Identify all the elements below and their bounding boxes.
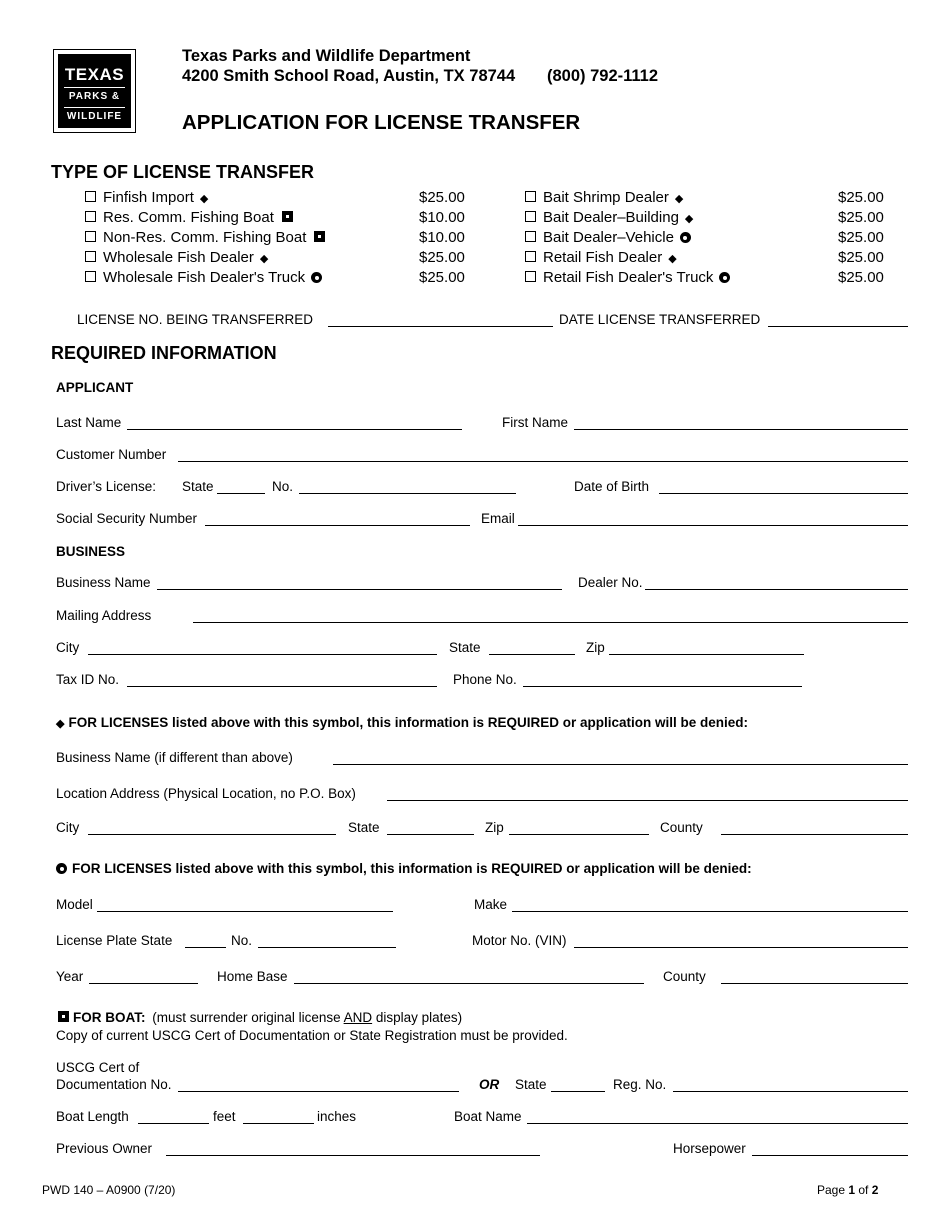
dealer-no-label: Dealer No. xyxy=(578,575,643,590)
inches-label: inches xyxy=(317,1109,357,1124)
business-name-field[interactable] xyxy=(157,589,562,590)
diamond-symbol-icon: ◆ xyxy=(674,193,684,205)
first-name-field[interactable] xyxy=(574,429,908,430)
last-name-field[interactable] xyxy=(127,429,462,430)
license-option[interactable] xyxy=(85,209,293,226)
location-address-field[interactable] xyxy=(387,800,908,801)
circle-symbol-icon xyxy=(311,272,322,283)
plate-no-label: No. xyxy=(231,933,253,948)
dl-state-field[interactable] xyxy=(217,493,265,494)
license-checkbox[interactable] xyxy=(525,231,536,242)
business-state-label: State xyxy=(449,640,481,655)
tax-id-label: Tax ID No. xyxy=(56,672,120,687)
form-id: PWD 140 – A0900 (7/20) xyxy=(42,1183,176,1197)
business-heading: BUSINESS xyxy=(56,544,126,559)
license-option-label: Finfish Import xyxy=(103,189,194,206)
license-checkbox[interactable] xyxy=(85,231,96,242)
boat-note-a: (must surrender original license xyxy=(152,1010,344,1025)
license-checkbox[interactable] xyxy=(85,211,96,222)
dob-field[interactable] xyxy=(659,493,908,494)
business-state-field[interactable] xyxy=(489,654,575,655)
license-option[interactable] xyxy=(85,229,325,246)
horsepower-label: Horsepower xyxy=(673,1141,746,1156)
reg-state-label: State xyxy=(515,1077,547,1092)
business-zip-label: Zip xyxy=(586,640,605,655)
circle-note-text: FOR LICENSES listed above with this symbol, this information is REQUIRED or application will be denied: xyxy=(72,861,752,876)
license-checkbox[interactable] xyxy=(525,271,536,282)
license-option-label: Bait Dealer–Vehicle xyxy=(543,229,674,246)
last-name-label: Last Name xyxy=(56,415,122,430)
location-zip-label: Zip xyxy=(485,820,504,835)
uscg-label-line2: Documentation No. xyxy=(56,1077,172,1092)
plate-state-field[interactable] xyxy=(185,947,226,948)
uscg-label-line1: USCG Cert of xyxy=(56,1060,140,1075)
license-checkbox[interactable] xyxy=(525,211,536,222)
date-transferred-field[interactable] xyxy=(768,326,908,327)
plate-no-field[interactable] xyxy=(258,947,396,948)
diamond-symbol-icon: ◆ xyxy=(56,718,65,730)
circle-symbol-icon xyxy=(680,232,691,243)
license-option-label: Wholesale Fish Dealer xyxy=(103,249,254,266)
license-checkbox[interactable] xyxy=(525,191,536,202)
boat-length-label: Boat Length xyxy=(56,1109,129,1124)
license-fee: $25.00 xyxy=(838,189,884,206)
circle-symbol-icon xyxy=(56,863,67,874)
year-field[interactable] xyxy=(89,983,198,984)
square-symbol-icon xyxy=(314,231,325,242)
motor-vin-field[interactable] xyxy=(574,947,908,948)
agency-address: 4200 Smith School Road, Austin, TX 78744 xyxy=(182,67,516,85)
license-option-label: Res. Comm. Fishing Boat xyxy=(103,209,274,226)
license-fee: $25.00 xyxy=(838,229,884,246)
square-symbol-icon xyxy=(282,211,293,222)
drivers-license-label: Driver’s License: xyxy=(56,479,157,494)
required-info-heading: REQUIRED INFORMATION xyxy=(51,343,277,363)
page-prefix: Page xyxy=(817,1183,849,1197)
license-no-label: LICENSE NO. BEING TRANSFERRED xyxy=(77,312,314,327)
location-state-field[interactable] xyxy=(387,834,474,835)
alt-business-name-label: Business Name (if different than above) xyxy=(56,750,293,765)
license-checkbox[interactable] xyxy=(85,191,96,202)
diamond-symbol-icon: ◆ xyxy=(684,213,694,225)
page-indicator xyxy=(817,1183,878,1197)
license-option[interactable] xyxy=(525,269,730,286)
diamond-note xyxy=(56,715,748,730)
dob-label: Date of Birth xyxy=(574,479,650,494)
license-option-label: Bait Dealer–Building xyxy=(543,209,679,226)
tpwd-logo xyxy=(53,49,136,133)
business-city-field[interactable] xyxy=(88,654,437,655)
page-total: 2 xyxy=(871,1183,879,1197)
license-fee: $25.00 xyxy=(838,269,884,286)
diamond-symbol-icon: ◆ xyxy=(199,193,209,205)
license-option[interactable] xyxy=(525,229,691,246)
logo-text-parks: PARKS & xyxy=(68,91,121,102)
license-fee: $25.00 xyxy=(838,249,884,266)
feet-label: feet xyxy=(213,1109,236,1124)
email-label: Email xyxy=(481,511,515,526)
or-label: OR xyxy=(479,1077,500,1092)
dl-no-field[interactable] xyxy=(299,493,516,494)
diamond-note-text: FOR LICENSES listed above with this symbol, this information is REQUIRED or application will be denied: xyxy=(68,715,749,730)
reg-no-label: Reg. No. xyxy=(613,1077,667,1092)
page-number: 1 xyxy=(848,1183,856,1197)
dl-no-label: No. xyxy=(272,479,294,494)
email-field[interactable] xyxy=(518,525,908,526)
mailing-address-field[interactable] xyxy=(193,622,908,623)
logo-text-texas: TEXAS xyxy=(64,65,125,84)
license-fee: $25.00 xyxy=(419,249,465,266)
customer-number-field[interactable] xyxy=(178,461,908,462)
license-no-field[interactable] xyxy=(328,326,553,327)
diamond-symbol-icon: ◆ xyxy=(668,253,677,265)
first-name-label: First Name xyxy=(502,415,569,430)
license-fee: $10.00 xyxy=(419,209,465,226)
mailing-address-label: Mailing Address xyxy=(56,608,152,623)
license-checkbox[interactable] xyxy=(85,251,96,262)
ssn-label: Social Security Number xyxy=(56,511,198,526)
date-transferred-label: DATE LICENSE TRANSFERRED xyxy=(559,312,761,327)
home-base-field[interactable] xyxy=(294,983,644,984)
model-label: Model xyxy=(56,897,93,912)
license-option-label: Retail Fish Dealer's Truck xyxy=(543,269,714,286)
form-title: APPLICATION FOR LICENSE TRANSFER xyxy=(182,111,581,134)
business-zip-field[interactable] xyxy=(609,654,804,655)
license-option[interactable] xyxy=(525,189,683,206)
year-label: Year xyxy=(56,969,84,984)
circle-symbol-icon xyxy=(719,272,730,283)
license-option[interactable] xyxy=(85,189,208,206)
boat-note xyxy=(56,1010,462,1025)
business-city-label: City xyxy=(56,640,80,655)
location-state-label: State xyxy=(348,820,380,835)
license-option[interactable] xyxy=(525,249,677,266)
location-county-label: County xyxy=(660,820,703,835)
location-zip-field[interactable] xyxy=(509,834,649,835)
motor-vin-label: Motor No. (VIN) xyxy=(472,933,567,948)
license-option-label: Wholesale Fish Dealer's Truck xyxy=(103,269,306,286)
boat-note-bold: FOR BOAT: xyxy=(73,1010,146,1025)
license-fee: $25.00 xyxy=(419,189,465,206)
dl-state-label: State xyxy=(182,479,214,494)
boat-length-inches-field[interactable] xyxy=(243,1123,314,1124)
make-label: Make xyxy=(474,897,508,912)
boat-name-field[interactable] xyxy=(527,1123,908,1124)
vehicle-county-field[interactable] xyxy=(721,983,908,984)
agency-name: Texas Parks and Wildlife Department xyxy=(182,47,471,65)
boat-length-feet-field[interactable] xyxy=(138,1123,209,1124)
reg-no-field[interactable] xyxy=(673,1091,908,1092)
location-city-field[interactable] xyxy=(88,834,336,835)
license-fee: $10.00 xyxy=(419,229,465,246)
uscg-doc-field[interactable] xyxy=(178,1091,459,1092)
license-fee: $25.00 xyxy=(419,269,465,286)
tax-id-field[interactable] xyxy=(127,686,437,687)
home-base-label: Home Base xyxy=(217,969,288,984)
logo-text-wildlife: WILDLIFE xyxy=(66,111,123,122)
alt-business-name-field[interactable] xyxy=(333,764,908,765)
agency-phone: (800) 792-1112 xyxy=(547,67,659,85)
license-option-label: Bait Shrimp Dealer xyxy=(543,189,669,206)
boat-note-and: AND xyxy=(343,1010,373,1025)
page-of: of xyxy=(855,1183,872,1197)
vehicle-county-label: County xyxy=(663,969,706,984)
model-field[interactable] xyxy=(97,911,393,912)
location-county-field[interactable] xyxy=(721,834,908,835)
plate-state-label: License Plate State xyxy=(56,933,173,948)
license-option-label: Non-Res. Comm. Fishing Boat xyxy=(103,229,307,246)
license-option[interactable] xyxy=(85,249,268,266)
license-checkbox[interactable] xyxy=(85,271,96,282)
license-option-label: Retail Fish Dealer xyxy=(543,249,663,266)
location-city-label: City xyxy=(56,820,80,835)
license-fee: $25.00 xyxy=(838,209,884,226)
dealer-no-field[interactable] xyxy=(645,589,908,590)
boat-note-b: display plates) xyxy=(372,1010,463,1025)
previous-owner-field[interactable] xyxy=(166,1155,540,1156)
square-symbol-icon xyxy=(58,1011,69,1022)
make-field[interactable] xyxy=(512,911,908,912)
phone-field[interactable] xyxy=(523,686,802,687)
phone-label: Phone No. xyxy=(453,672,517,687)
previous-owner-label: Previous Owner xyxy=(56,1141,153,1156)
license-checkbox[interactable] xyxy=(525,251,536,262)
customer-number-label: Customer Number xyxy=(56,447,167,462)
diamond-symbol-icon: ◆ xyxy=(259,253,269,265)
applicant-heading: APPLICANT xyxy=(56,380,134,395)
boat-copy-note: Copy of current USCG Cert of Documentation or State Registration must be provided. xyxy=(56,1028,568,1043)
ssn-field[interactable] xyxy=(205,525,470,526)
horsepower-field[interactable] xyxy=(752,1155,908,1156)
reg-state-field[interactable] xyxy=(551,1091,605,1092)
license-option[interactable] xyxy=(85,269,322,286)
business-name-label: Business Name xyxy=(56,575,151,590)
boat-name-label: Boat Name xyxy=(454,1109,522,1124)
circle-note xyxy=(56,861,752,876)
license-option[interactable] xyxy=(525,209,693,226)
license-type-heading: TYPE OF LICENSE TRANSFER xyxy=(51,162,315,182)
location-address-label: Location Address (Physical Location, no P.O. Box) xyxy=(56,786,356,801)
